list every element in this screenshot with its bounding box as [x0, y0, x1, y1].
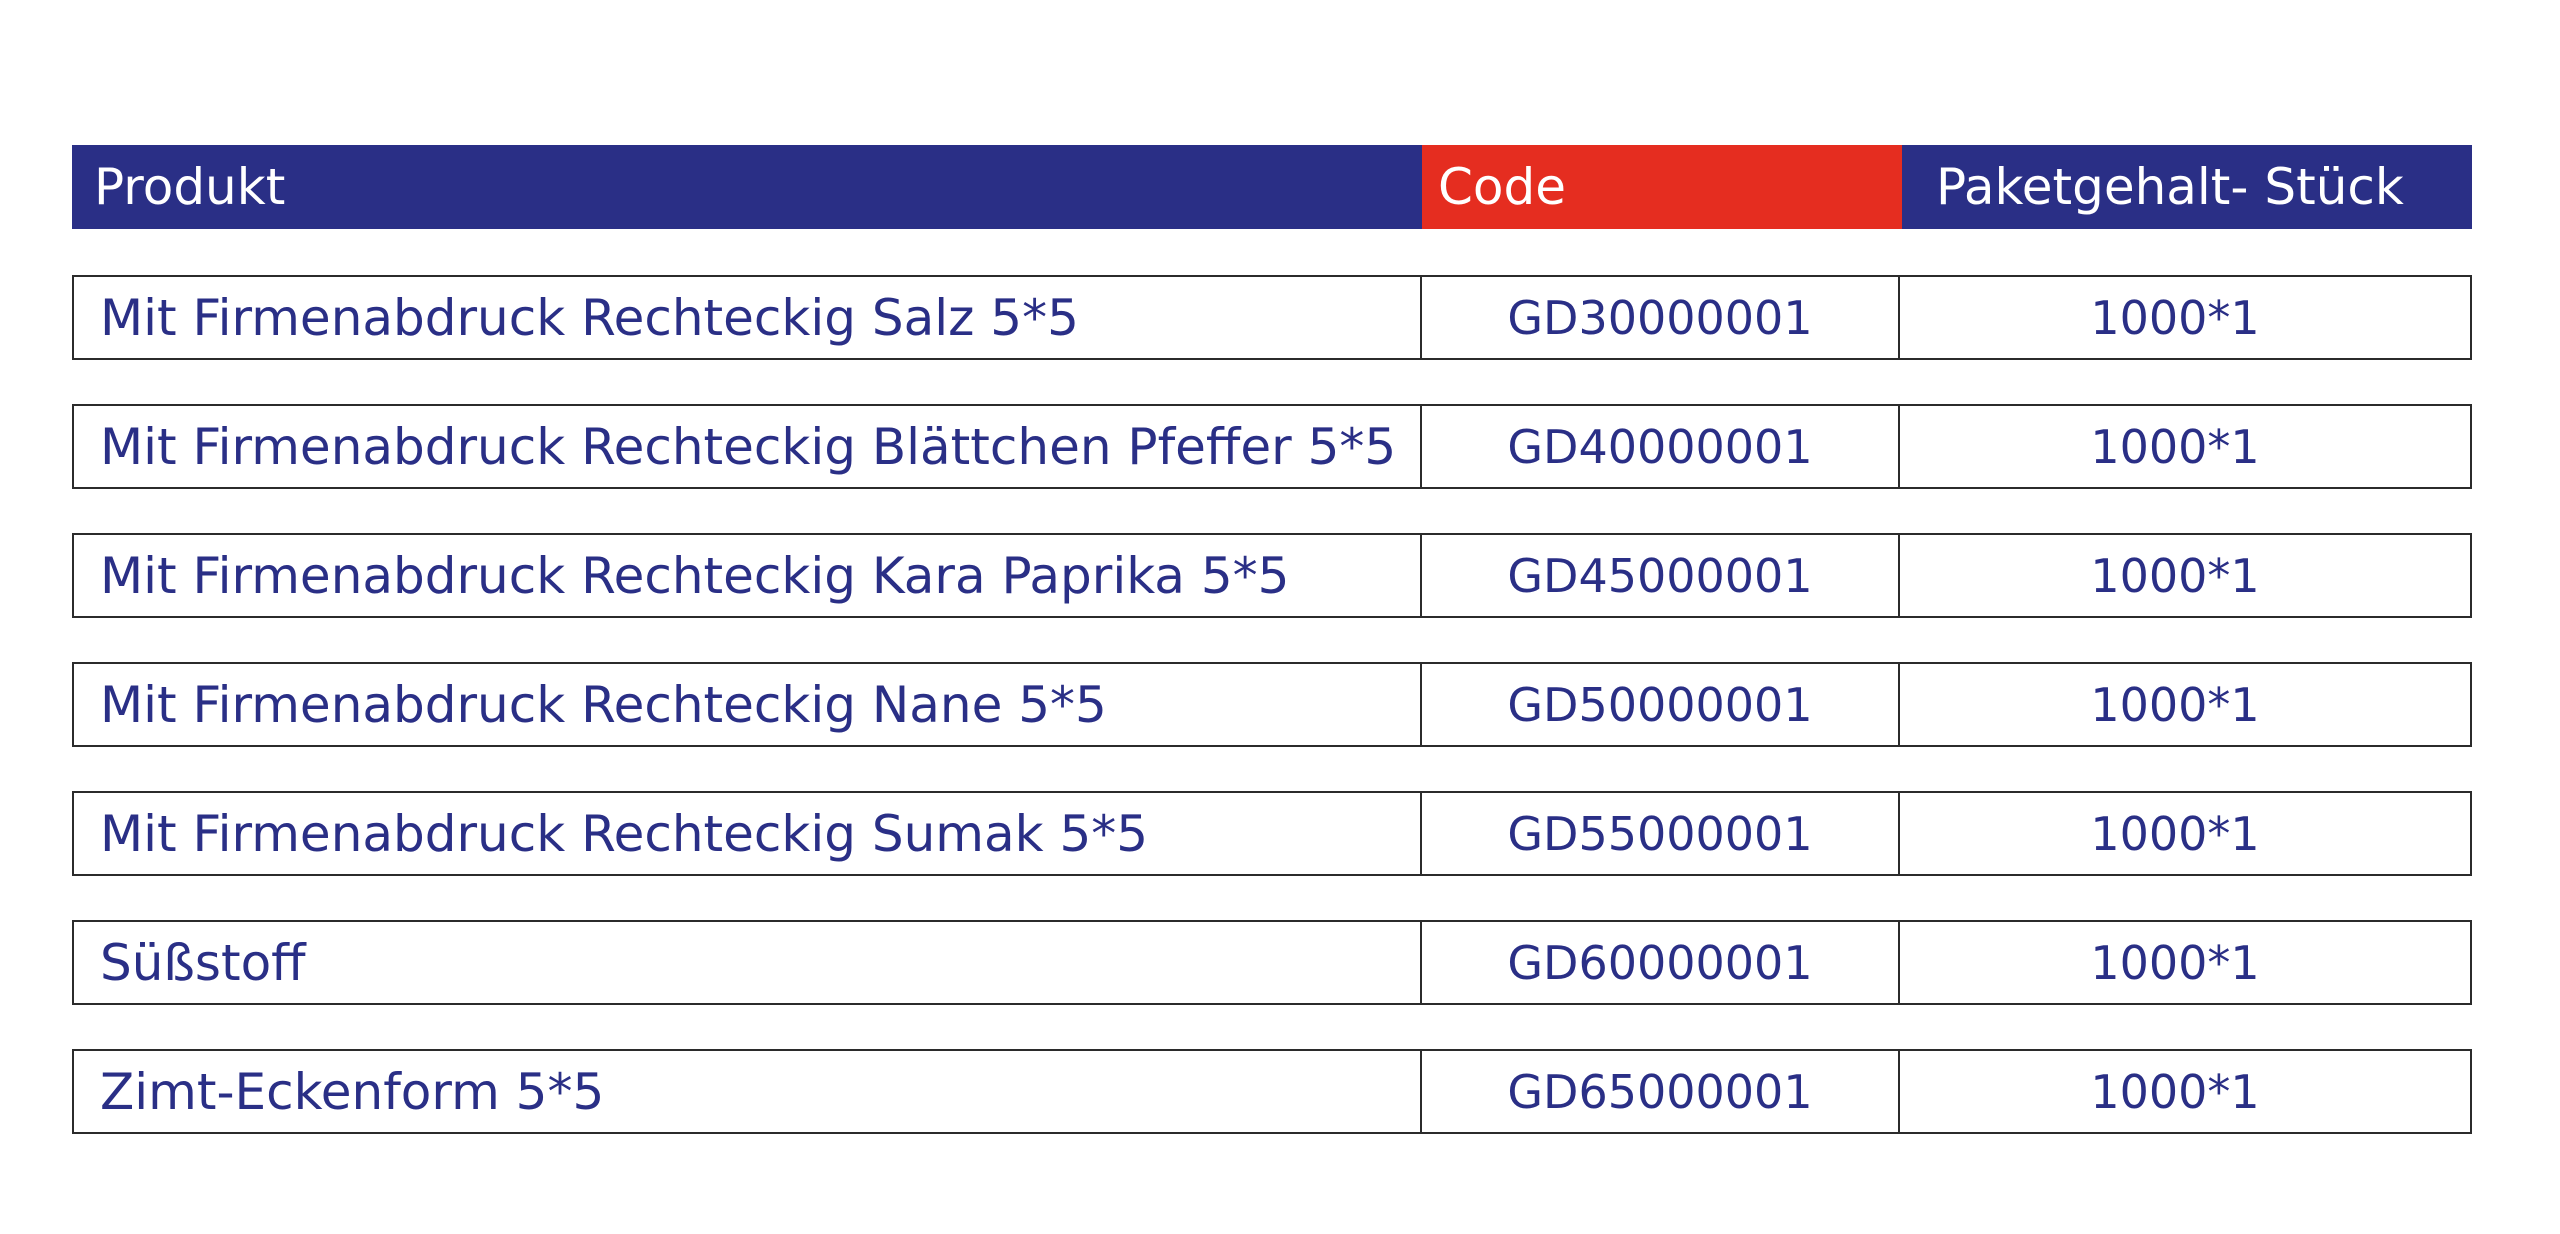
table-row: [72, 920, 2472, 1005]
table-row: [72, 275, 2472, 360]
table-header: [72, 145, 2472, 229]
cell-paketgehalt: 1000*1: [1900, 662, 2472, 747]
cell-paketgehalt: 1000*1: [1900, 920, 2472, 1005]
column-header-code: Code: [1422, 145, 1902, 229]
product-table: [72, 145, 2472, 1134]
cell-produkt: Mit Firmenabdruck Rechteckig Salz 5*5: [72, 275, 1422, 360]
cell-code: GD40000001: [1422, 404, 1900, 489]
table-row: [72, 791, 2472, 876]
cell-paketgehalt: 1000*1: [1900, 404, 2472, 489]
cell-code: GD50000001: [1422, 662, 1900, 747]
table-row: [72, 1049, 2472, 1134]
cell-paketgehalt: 1000*1: [1900, 791, 2472, 876]
cell-produkt: Mit Firmenabdruck Rechteckig Blättchen Pfeffer 5*5: [72, 404, 1422, 489]
column-header-produkt: Produkt: [72, 145, 1422, 229]
cell-produkt: Süßstoff: [72, 920, 1422, 1005]
cell-code: GD60000001: [1422, 920, 1900, 1005]
table-body: [72, 275, 2472, 1134]
cell-code: GD65000001: [1422, 1049, 1900, 1134]
cell-paketgehalt: 1000*1: [1900, 1049, 2472, 1134]
column-header-paketgehalt: Paketgehalt- Stück: [1902, 145, 2472, 229]
cell-paketgehalt: 1000*1: [1900, 533, 2472, 618]
table-row: [72, 662, 2472, 747]
table-row: [72, 404, 2472, 489]
table-row: [72, 533, 2472, 618]
cell-code: GD55000001: [1422, 791, 1900, 876]
cell-produkt: Mit Firmenabdruck Rechteckig Kara Paprika 5*5: [72, 533, 1422, 618]
cell-produkt: Mit Firmenabdruck Rechteckig Sumak 5*5: [72, 791, 1422, 876]
cell-code: GD45000001: [1422, 533, 1900, 618]
cell-paketgehalt: 1000*1: [1900, 275, 2472, 360]
cell-produkt: Zimt-Eckenform 5*5: [72, 1049, 1422, 1134]
cell-produkt: Mit Firmenabdruck Rechteckig Nane 5*5: [72, 662, 1422, 747]
cell-code: GD30000001: [1422, 275, 1900, 360]
